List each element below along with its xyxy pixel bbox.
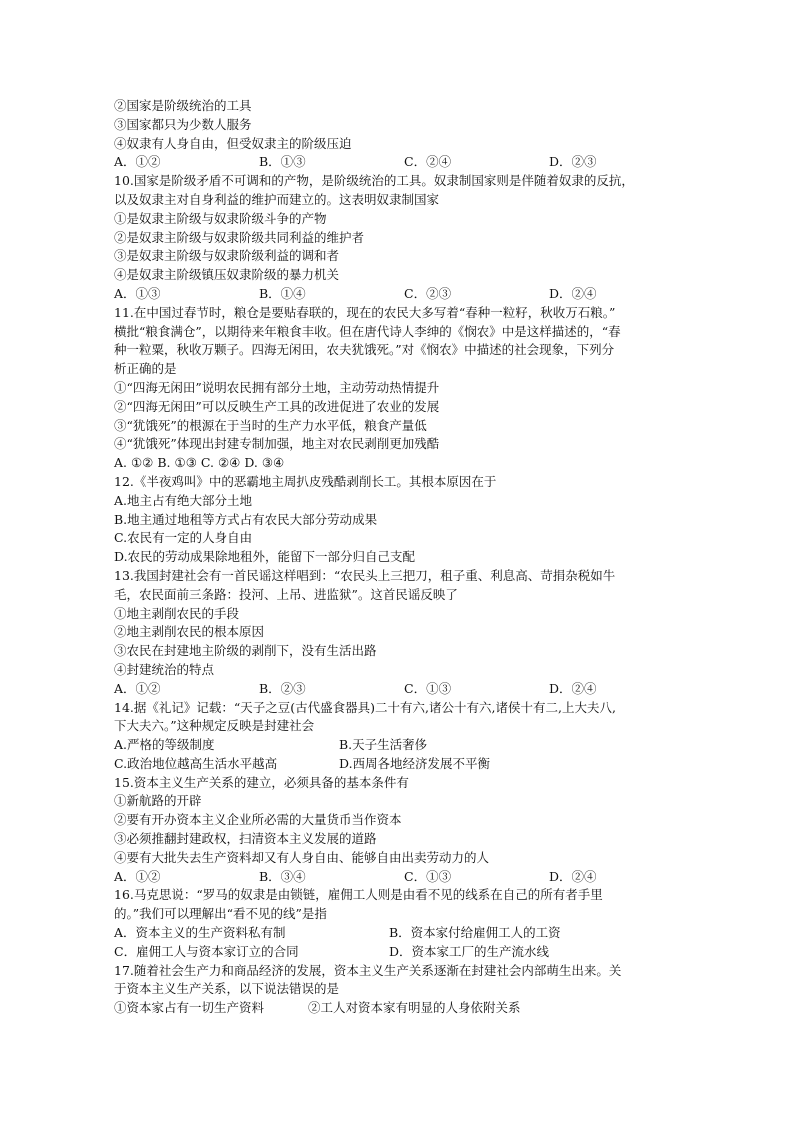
q16-options-row-2 <box>114 943 694 962</box>
q10-option-a: A．①③ <box>114 285 161 301</box>
q15-options <box>114 868 694 887</box>
q14-option-b: B.天子生活奢侈 <box>339 737 428 753</box>
q17-items-row <box>114 999 694 1018</box>
q11-item-3: ③“犹饿死”的根源在于当时的生产力水平低，粮食产量低 <box>114 417 427 433</box>
q11-options: A. ①② B. ①③ C. ②④ D. ③④ <box>114 455 285 471</box>
q13-option-b: B．②③ <box>259 680 306 696</box>
q10-item-2: ②是奴隶主阶级与奴隶阶级共同利益的维护者 <box>114 229 365 245</box>
q12-option-b: B.地主通过地租等方式占有农民大部分劳动成果 <box>114 511 378 527</box>
q15-option-d: D．②④ <box>549 868 597 884</box>
q13-item-1: ①地主剥削农民的手段 <box>114 605 240 621</box>
q10-stem-line-2: 以及奴隶主对自身利益的维护而建立的。这表明奴隶制国家 <box>114 191 440 207</box>
q10-option-c: C．②③ <box>404 285 452 301</box>
q16-option-b: B．资本家付给雇佣工人的工资 <box>389 925 561 941</box>
q17-stem-line-1: 17.随着社会生产力和商品经济的发展，资本主义生产关系逐渐在封建社会内部萌生出来。关 <box>114 962 622 978</box>
q11-item-2: ②“四海无闲田”可以反映生产工具的改进促进了农业的发展 <box>114 398 440 414</box>
q15-stem: 15.资本主义生产关系的建立，必须具备的基本条件有 <box>114 774 409 790</box>
q10-option-d: D．②④ <box>549 285 597 301</box>
q15-item-1: ①新航路的开辟 <box>114 793 202 809</box>
q12-option-c: C.农民有一定的人身自由 <box>114 530 253 546</box>
q13-options <box>114 680 694 699</box>
q12-stem: 12.《半夜鸡叫》中的恶霸地主周扒皮残酷剥削长工。其根本原因在于 <box>114 473 497 489</box>
q9-option-b: B．①③ <box>259 154 306 170</box>
q13-stem-line-1: 13.我国封建社会有一首民谣这样唱到：“农民头上三把刀，租子重、利息高、苛捐杂税如牛 <box>114 567 616 583</box>
q13-option-c: C．①③ <box>404 680 452 696</box>
q13-option-d: D．②④ <box>549 680 597 696</box>
q14-options-row-1 <box>114 736 694 755</box>
q10-item-1: ①是奴隶主阶级与奴隶阶级斗争的产物 <box>114 210 327 226</box>
q11-stem-line-2: 横批“粮食满仓”，以期待来年粮食丰收。但在唐代诗人李绅的《悯农》中是这样描述的，“春 <box>114 323 621 339</box>
q9-option-d: D．②③ <box>549 154 597 170</box>
q16-option-d: D．资本家工厂的生产流水线 <box>389 943 550 959</box>
q15-item-3: ③必须推翻封建政权，扫清资本主义发展的道路 <box>114 831 377 847</box>
q11-stem-line-3: 种一粒粟，秋收万颗子。四海无闲田，农夫犹饿死。”对《悯农》中描述的社会现象，下列分 <box>114 342 615 358</box>
q14-option-a: A.严格的等级制度 <box>114 737 215 753</box>
q11-stem-line-1: 11.在中国过春节时，粮仓是要贴春联的，现在的农民大多写着“春种一粒籽，秋收万石粮。” <box>114 304 616 320</box>
q10-option-b: B．①④ <box>259 285 306 301</box>
q15-option-b: B．③④ <box>259 868 306 884</box>
exam-content <box>114 97 694 1018</box>
q15-item-2: ②要有开办资本主义企业所必需的大量货币当作资本 <box>114 812 402 828</box>
q14-options-row-2 <box>114 755 694 774</box>
q11-item-1: ①“四海无闲田”说明农民拥有部分土地，主动劳动热情提升 <box>114 379 440 395</box>
q9-item-3: ③国家都只为少数人服务 <box>114 116 252 132</box>
q17-item-2: ②工人对资本家有明显的人身依附关系 <box>308 1000 521 1016</box>
q11-stem-line-4: 析正确的是 <box>114 361 177 377</box>
q13-item-2: ②地主剥削农民的根本原因 <box>114 624 265 640</box>
q14-option-c: C.政治地位越高生活水平越高 <box>114 755 278 771</box>
q10-options <box>114 285 694 304</box>
q14-stem-line-2: 下大夫六。”这种规定反映是封建社会 <box>114 718 315 734</box>
q16-options-row-1 <box>114 924 694 943</box>
q16-stem-line-1: 16.马克思说：“罗马的奴隶是由锁链，雇佣工人则是由看不见的线系在自己的所有者手里 <box>114 887 603 903</box>
q12-option-a: A.地主占有绝大部分土地 <box>114 492 253 508</box>
q17-stem-line-2: 于资本主义生产关系，以下说法错误的是 <box>114 981 340 997</box>
q15-item-4: ④要有大批失去生产资料却又有人身自由、能够自由出卖劳动力的人 <box>114 849 490 865</box>
q16-option-c: C．雇佣工人与资本家订立的合同 <box>114 943 299 959</box>
q13-item-4: ④封建统治的特点 <box>114 661 215 677</box>
q17-item-1: ①资本家占有一切生产资料 <box>114 1000 265 1016</box>
q10-stem-line-1: 10.国家是阶级矛盾不可调和的产物，是阶级统治的工具。奴隶制国家则是伴随着奴隶的反抗， <box>114 173 634 189</box>
q10-item-4: ④是奴隶主阶级镇压奴隶阶级的暴力机关 <box>114 267 340 283</box>
q13-item-3: ③农民在封建地主阶级的剥削下，没有生活出路 <box>114 643 377 659</box>
q11-item-4: ④“犹饿死”体现出封建专制加强，地主对农民剥削更加残酷 <box>114 436 440 452</box>
q13-stem-line-2: 毛，农民面前三条路：投河、上吊、进监狱”。这首民谣反映了 <box>114 586 458 602</box>
q13-option-a: A．①② <box>114 680 161 696</box>
q14-option-d: D.西周各地经济发展不平衡 <box>339 755 491 771</box>
q9-item-2: ②国家是阶级统治的工具 <box>114 98 252 113</box>
q15-option-c: C．①③ <box>404 868 452 884</box>
q15-option-a: A．①② <box>114 868 161 884</box>
q16-option-a: A．资本主义的生产资料私有制 <box>114 925 286 941</box>
q9-option-a: A．①② <box>114 154 161 170</box>
q14-stem-line-1: 14.据《礼记》记载：“天子之豆(古代盛食器具)二十有六,诸公十有六,诸侯十有二,上大夫八, <box>114 699 616 715</box>
q16-stem-line-2: 的。”我们可以理解出“看不见的线”是指 <box>114 906 327 922</box>
q9-option-c: C．②④ <box>404 154 452 170</box>
q10-item-3: ③是奴隶主阶级与奴隶阶级利益的调和者 <box>114 248 340 264</box>
q9-item-4: ④奴隶有人身自由，但受奴隶主的阶级压迫 <box>114 135 352 151</box>
q12-option-d: D.农民的劳动成果除地租外，能留下一部分归自己支配 <box>114 549 416 565</box>
q9-options <box>114 153 694 172</box>
